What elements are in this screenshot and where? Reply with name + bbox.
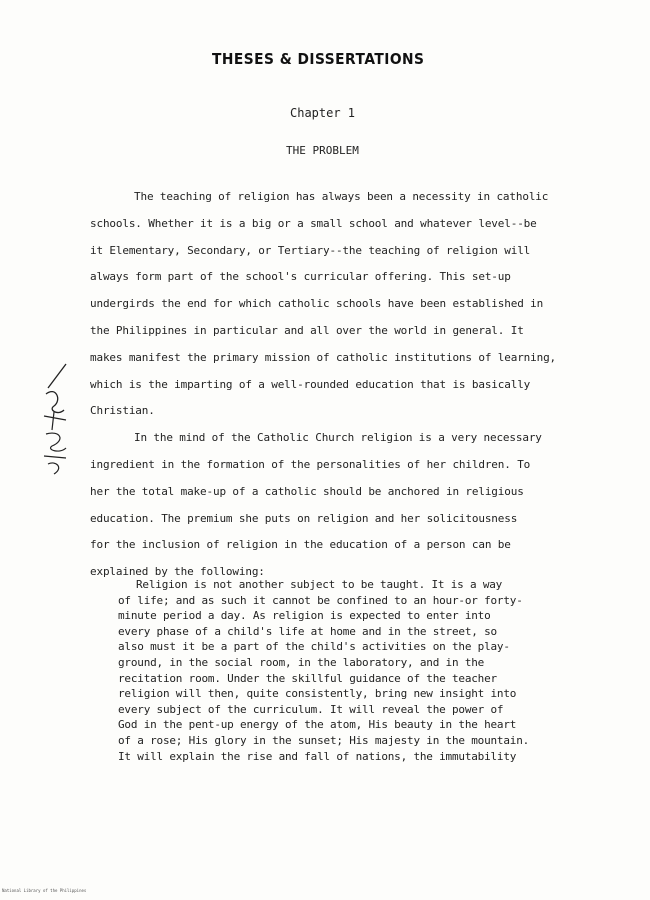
quote-line: every subject of the curriculum. It will reveal the power of [118,702,504,716]
quote-line: ground, in the social room, in the laboratory, and in the [118,655,485,669]
body-line: ingredient in the formation of the personalities of her children. To [90,457,531,471]
quote-line: also must it be a part of the child's activities on the play- [118,640,510,654]
quote-line: religion will then, quite consistently, bring new insight into [118,687,517,701]
quote-line: every phase of a child's life at home and in the street, so [118,624,497,638]
quote-line: Religion is not another subject to be taught. It is a way [136,578,503,591]
body-line: education. The premium she puts on religion and her solicitousness [90,511,518,525]
quote-line: of a rose; His glory in the sunset; His majesty in the mountain. [118,733,530,747]
body-line: The teaching of religion has always been a necessity in catholic [134,190,549,203]
block-quote [118,577,568,764]
quote-line: God in the pent-up energy of the atom, His beauty in the heart [118,718,517,732]
body-line: schools. Whether it is a big or a small school and whatever level--be [90,216,537,230]
library-footer: National Library of the Philippines [2,888,87,893]
quote-line: minute period a day. As religion is expected to enter into [118,609,491,623]
body-line: Christian. [90,404,155,418]
quote-line: recitation room. Under the skillful guidance of the teacher [118,671,497,685]
body-line: which is the imparting of a well-rounded education that is basically [90,377,531,391]
body-line: makes manifest the primary mission of catholic institutions of learning, [90,350,557,364]
handwritten-signature [36,360,80,480]
body-line: her the total make-up of a catholic should be anchored in religious [90,484,524,498]
body-line: for the inclusion of religion in the education of a person can be [90,538,511,552]
body-line: explained by the following: [90,565,265,579]
quote-line: It will explain the rise and fall of nations, the immutability [118,749,517,763]
body-line: always form part of the school's curricular offering. This set-up [90,270,511,284]
theses-dissertations-stamp: THESES & DISSERTATIONS [212,50,425,68]
body-line: it Elementary, Secondary, or Tertiary--the teaching of religion will [90,243,531,257]
body-line: the Philippines in particular and all over the world in general. It [90,323,524,337]
body-line: undergirds the end for which catholic schools have been established in [90,297,544,311]
quote-line: of life; and as such it cannot be confined to an hour-or forty- [118,593,523,607]
body-paragraphs [90,184,560,586]
body-line: In the mind of the Catholic Church religion is a very necessary [134,431,542,445]
section-title: THE PROBLEM [286,144,359,157]
chapter-heading: Chapter 1 [290,106,356,120]
